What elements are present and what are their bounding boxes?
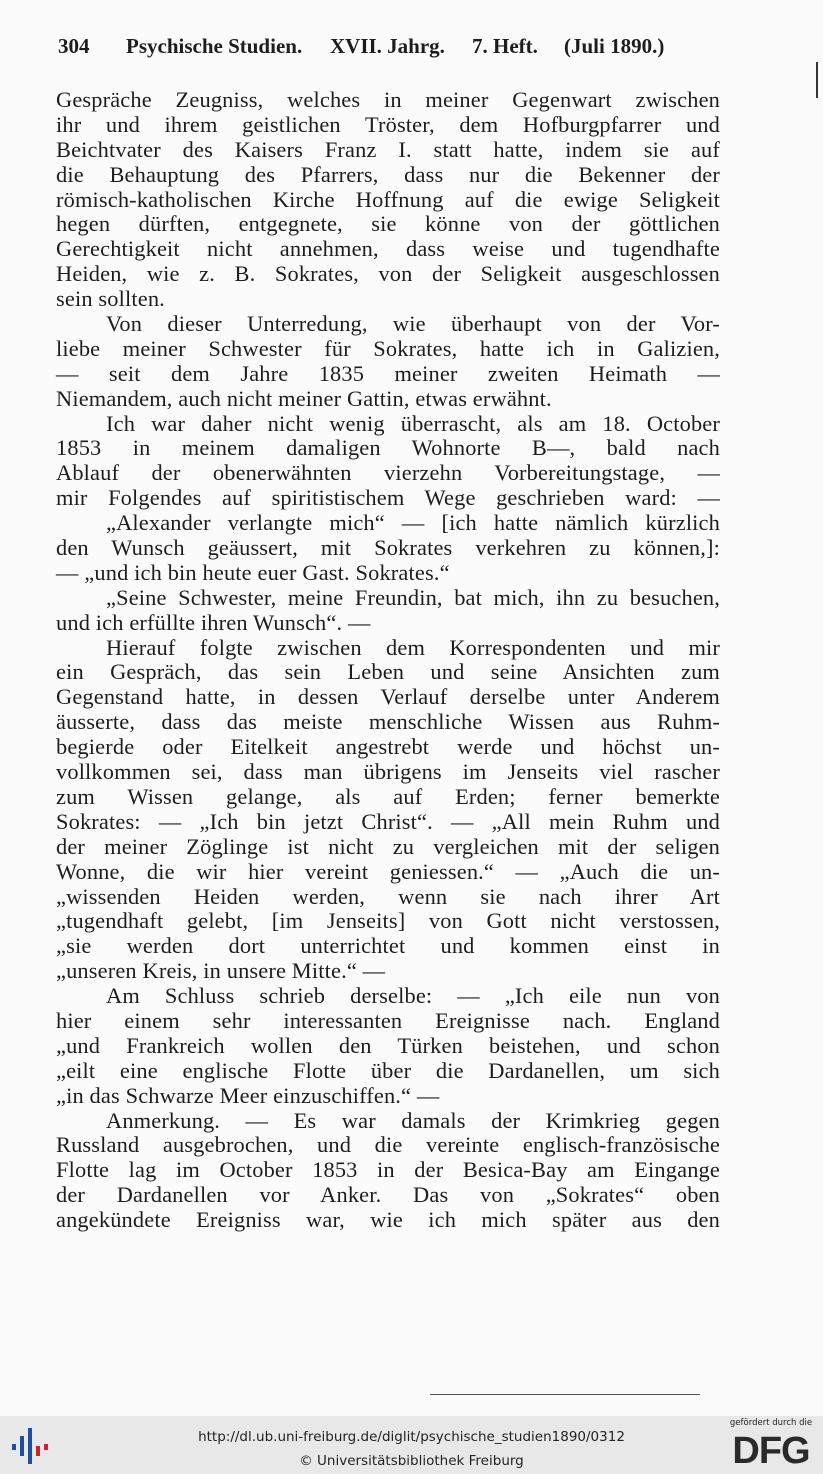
text-line: Am Schluss schrieb derselbe: — „Ich eile nun von bbox=[106, 983, 720, 1009]
text-line: Niemandem, auch nicht meiner Gattin, etwas erwähnt. bbox=[56, 385, 552, 411]
page-body-text bbox=[56, 88, 720, 1233]
text-line: Anmerkung. — Es war damals der Krimkrieg gegen bbox=[106, 1107, 720, 1133]
dfg-logo-text: DFG bbox=[732, 1430, 810, 1472]
text-line: „unseren Kreis, in unsere Mitte.“ — bbox=[56, 958, 386, 984]
text-line: ihr und ihrem geistlichen Tröster, dem Hofburgpfarrer und bbox=[56, 111, 720, 137]
text-line: Heiden, wie z. B. Sokrates, von der Seligkeit ausgeschlossen bbox=[56, 261, 720, 287]
text-line: sein sollten. bbox=[56, 286, 165, 312]
text-line: der meiner Zöglinge ist nicht zu vergleichen mit der seligen bbox=[56, 833, 720, 859]
text-line: liebe meiner Schwester für Sokrates, hatte ich in Galizien, bbox=[56, 335, 720, 361]
text-line: — seit dem Jahre 1835 meiner zweiten Heimath — bbox=[56, 360, 720, 386]
text-line: römisch-katholischen Kirche Hoffnung auf die ewige Seligkeit bbox=[56, 186, 720, 212]
bottom-rule bbox=[430, 1394, 700, 1395]
text-line: hegen dürften, entgegnete, sie könne von der göttlichen bbox=[56, 211, 720, 237]
text-line: ein Gespräch, das sein Leben und seine Ansichten zum bbox=[56, 659, 720, 685]
text-line: — „und ich bin heute euer Gast. Sokrates.“ bbox=[56, 559, 450, 585]
text-line: „eilt eine englische Flotte über die Dardanellen, um sich bbox=[56, 1057, 720, 1083]
text-line: und ich erfüllte ihren Wunsch“. — bbox=[56, 609, 371, 635]
source-url-link[interactable]: http://dl.ub.uni-freiburg.de/diglit/psychische_studien1890/0312 bbox=[198, 1429, 625, 1445]
text-line: Hierauf folgte zwischen dem Korrespondenten und mir bbox=[106, 634, 720, 660]
text-line: Ablauf der obenerwähnten vierzehn Vorbereitungstage, — bbox=[56, 460, 720, 486]
text-line: begierde oder Eitelkeit angestrebt werde und höchst un- bbox=[56, 734, 720, 760]
text-line: vollkommen sei, dass man übrigens im Jenseits viel rascher bbox=[56, 759, 720, 785]
text-line: Gespräche Zeugniss, welches in meiner Gegenwart zwischen bbox=[56, 87, 720, 112]
text-line: Ich war daher nicht wenig überrascht, als am 18. October bbox=[106, 410, 720, 436]
text-line: mir Folgendes auf spiritistischem Wege geschrieben ward: — bbox=[56, 485, 720, 511]
text-line: den Wunsch geäussert, mit Sokrates verkehren zu können,]: bbox=[56, 535, 720, 561]
text-line: äusserte, dass das meiste menschliche Wissen aus Ruhm- bbox=[56, 709, 720, 735]
text-line: „Alexander verlangte mich“ — [ich hatte nämlich kürzlich bbox=[106, 510, 720, 536]
running-header bbox=[58, 34, 718, 66]
text-line: Beichtvater des Kaisers Franz I. statt hatte, indem sie auf bbox=[56, 136, 720, 162]
volume-label: XVII. Jahrg. bbox=[330, 34, 445, 58]
text-line: die Behauptung des Pfarrers, dass nur die Bekenner der bbox=[56, 161, 720, 187]
text-line: „Seine Schwester, meine Freundin, bat mich, ihn zu besuchen, bbox=[106, 584, 720, 610]
text-line: Russland ausgebrochen, und die vereinte englisch-französische bbox=[56, 1132, 720, 1158]
text-line: 1853 in meinem damaligen Wohnorte B—, bald nach bbox=[56, 435, 720, 461]
journal-title: Psychische Studien. bbox=[126, 34, 303, 58]
text-line: „sie werden dort unterrichtet und kommen einst in bbox=[56, 933, 720, 959]
dfg-tagline: gefördert durch die bbox=[729, 1418, 813, 1428]
issue-label: 7. Heft. bbox=[472, 34, 538, 58]
library-footer bbox=[0, 1416, 823, 1474]
text-line: Gegenstand hatte, in dessen Verlauf derselbe unter Anderem bbox=[56, 684, 720, 710]
text-line: „und Frankreich wollen den Türken beistehen, und schon bbox=[56, 1032, 720, 1058]
page-number: 304 bbox=[58, 34, 90, 58]
text-line: „tugendhaft gelebt, [im Jenseits] von Gott nicht verstossen, bbox=[56, 908, 720, 934]
text-line: angekündete Ereigniss war, wie ich mich später aus den bbox=[56, 1207, 720, 1233]
text-line: Wonne, die wir hier vereint geniessen.“ — „Auch die un- bbox=[56, 858, 720, 884]
copyright-notice: © Universitätsbibliothek Freiburg bbox=[299, 1453, 524, 1469]
text-line: zum Wissen gelange, als auf Erden; ferner bemerkte bbox=[56, 783, 720, 809]
text-line: „in das Schwarze Meer einzuschiffen.“ — bbox=[56, 1082, 440, 1108]
margin-mark bbox=[816, 62, 818, 98]
text-line: „wissenden Heiden werden, wenn sie nach ihrer Art bbox=[56, 883, 720, 909]
issue-date: (Juli 1890.) bbox=[564, 34, 665, 58]
dfg-logo bbox=[726, 1418, 816, 1472]
text-line: der Dardanellen vor Anker. Das von „Sokrates“ oben bbox=[56, 1182, 720, 1208]
text-line: hier einem sehr interessanten Ereignisse nach. England bbox=[56, 1007, 720, 1033]
text-line: Sokrates: — „Ich bin jetzt Christ“. — „All mein Ruhm und bbox=[56, 808, 720, 834]
text-line: Flotte lag im October 1853 in der Besica-Bay am Eingange bbox=[56, 1157, 720, 1183]
text-line: Gerechtigkeit nicht annehmen, dass weise und tugendhafte bbox=[56, 236, 720, 262]
text-line: Von dieser Unterredung, wie überhaupt von der Vor- bbox=[106, 311, 720, 337]
